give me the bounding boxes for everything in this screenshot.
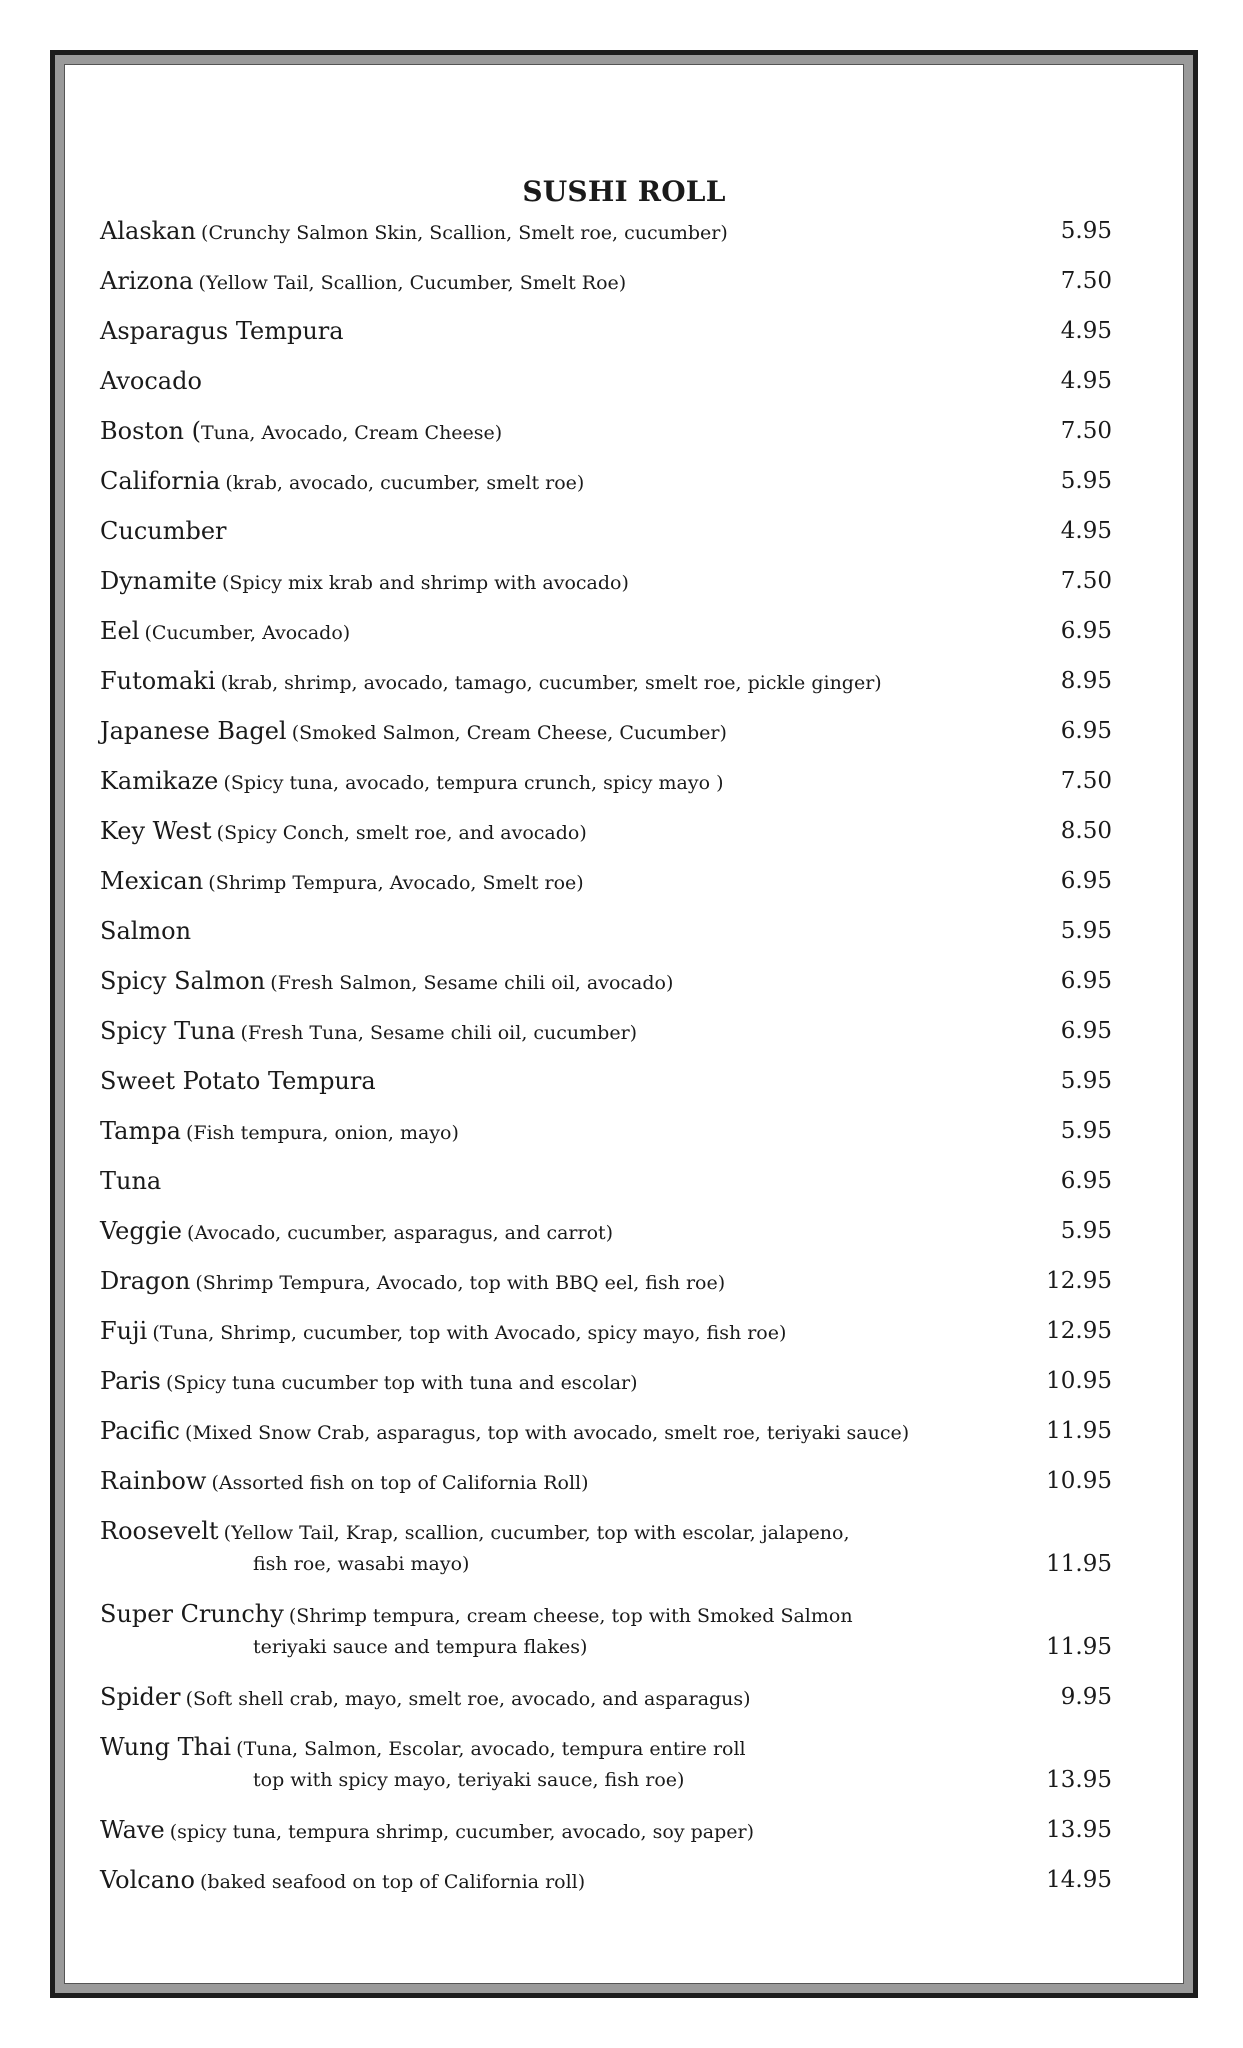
menu-item-price: 4.95 xyxy=(1060,368,1112,394)
menu-item-description: (Shrimp Tempura, Avocado, Smelt roe) xyxy=(208,872,584,894)
menu-item-description: (Fresh Salmon, Sesame chili oil, avocado) xyxy=(270,972,674,994)
menu-item xyxy=(100,1106,1112,1156)
menu-item-price: 10.95 xyxy=(1046,1468,1112,1494)
menu-item-price: 12.95 xyxy=(1046,1268,1112,1294)
menu-item-description: (Smoked Salmon, Cream Cheese, Cucumber) xyxy=(291,722,727,744)
menu-item-line xyxy=(100,856,584,909)
menu-item-description-continued: fish roe, wasabi mayo) xyxy=(253,1553,470,1575)
menu-item-line xyxy=(100,206,728,259)
menu-item-line xyxy=(100,1406,909,1459)
menu-item-name: Spicy Salmon xyxy=(100,967,266,995)
menu-item-name: Arizona xyxy=(100,267,194,295)
menu-item-price: 5.95 xyxy=(1060,468,1112,494)
menu-item-name: Alaskan xyxy=(100,217,196,245)
menu-item-line xyxy=(100,456,584,509)
menu-item-name: Tuna xyxy=(100,1167,162,1195)
menu-item-price: 5.95 xyxy=(1060,1118,1112,1144)
menu-item-description: (Yellow Tail, Krap, scallion, cucumber, top with escolar, jalapeno, xyxy=(223,1522,850,1544)
menu-item-name: Cucumber xyxy=(100,517,227,545)
menu-item-name: Wave xyxy=(100,1816,165,1844)
menu-item xyxy=(100,456,1112,506)
menu-item-price: 6.95 xyxy=(1060,618,1112,644)
menu-item-description: (baked seafood on top of California roll) xyxy=(200,1871,586,1893)
menu-item-line xyxy=(100,1156,161,1209)
menu-item-line xyxy=(100,1106,459,1159)
menu-item-name: Wung Thai xyxy=(100,1733,232,1761)
menu-item-line xyxy=(100,606,350,659)
menu-item xyxy=(100,1006,1112,1056)
menu-item-name: Veggie xyxy=(100,1217,182,1245)
menu-item xyxy=(100,1722,1112,1805)
menu-item xyxy=(100,306,1112,356)
menu-item-name: Super Crunchy xyxy=(100,1600,284,1628)
menu-item-description: (Tuna, Shrimp, cucumber, top with Avocado, spicy mayo, fish roe) xyxy=(152,1322,787,1344)
menu-item-line xyxy=(100,506,227,559)
menu-item-line xyxy=(100,806,587,859)
menu-item-price: 5.95 xyxy=(1060,1218,1112,1244)
menu-item-price: 6.95 xyxy=(1060,1168,1112,1194)
menu-item-price: 11.95 xyxy=(1046,1551,1112,1577)
menu-item-name: Avocado xyxy=(100,367,202,395)
menu-item-price: 4.95 xyxy=(1060,518,1112,544)
menu-item xyxy=(100,256,1112,306)
menu-item-price: 11.95 xyxy=(1046,1418,1112,1444)
menu-item-line xyxy=(100,1006,637,1059)
menu-item xyxy=(100,1456,1112,1506)
menu-item-description-continued: top with spicy mayo, teriyaki sauce, fish roe) xyxy=(253,1769,685,1791)
menu-item-price: 12.95 xyxy=(1046,1318,1112,1344)
menu-item-description: (krab, avocado, cucumber, smelt roe) xyxy=(225,472,585,494)
menu-item xyxy=(100,1589,1112,1672)
menu-item-description: (Fish tempura, onion, mayo) xyxy=(185,1122,459,1144)
menu-item-line xyxy=(100,1506,850,1559)
menu-item-line xyxy=(100,356,202,409)
menu-item-name: Mexican xyxy=(100,867,204,895)
menu-item-price: 7.50 xyxy=(1060,418,1112,444)
menu-item-name: California xyxy=(100,467,221,495)
menu-item-line xyxy=(100,906,191,959)
menu-item-description: (Shrimp tempura, cream cheese, top with Smoked Salmon xyxy=(288,1605,853,1627)
menu-item-description: (Yellow Tail, Scallion, Cucumber, Smelt Roe) xyxy=(198,272,627,294)
menu-item-price: 7.50 xyxy=(1060,268,1112,294)
menu-item-price: 8.95 xyxy=(1060,668,1112,694)
menu-item-line xyxy=(100,656,882,709)
menu-item-price: 5.95 xyxy=(1060,218,1112,244)
menu-item-line xyxy=(100,706,727,759)
menu-item-price: 14.95 xyxy=(1046,1867,1112,1893)
menu-item-price: 5.95 xyxy=(1060,918,1112,944)
menu-item-description: (Spicy mix krab and shrimp with avocado) xyxy=(221,572,629,594)
menu-item-name: Dragon xyxy=(100,1267,191,1295)
menu-item-price: 9.95 xyxy=(1060,1684,1112,1710)
menu-item-line xyxy=(100,1256,725,1309)
menu-item xyxy=(100,906,1112,956)
menu-item-description: (spicy tuna, tempura shrimp, cucumber, avocado, soy paper) xyxy=(169,1821,754,1843)
menu-item-price: 8.50 xyxy=(1060,818,1112,844)
menu-item-description: (Spicy tuna cucumber top with tuna and escolar) xyxy=(165,1372,638,1394)
menu-item xyxy=(100,1256,1112,1306)
menu-item-line xyxy=(100,1056,376,1109)
menu-item-name: Roosevelt xyxy=(100,1517,219,1545)
menu-item xyxy=(100,1156,1112,1206)
menu-item xyxy=(100,1855,1112,1905)
menu-item-description: (Tuna, Salmon, Escolar, avocado, tempura entire roll xyxy=(236,1738,746,1760)
menu-item-description: (Fresh Tuna, Sesame chili oil, cucumber) xyxy=(240,1022,638,1044)
menu-item-description: (Spicy tuna, avocado, tempura crunch, spicy mayo ) xyxy=(223,772,724,794)
menu-item-description: (Spicy Conch, smelt roe, and avocado) xyxy=(216,822,587,844)
menu-item-price: 11.95 xyxy=(1046,1634,1112,1660)
menu-item xyxy=(100,1506,1112,1589)
menu-item xyxy=(100,1805,1112,1855)
menu-item-name: Boston ( xyxy=(100,417,201,445)
menu-item-price: 4.95 xyxy=(1060,318,1112,344)
menu-item-line xyxy=(100,756,724,809)
menu-item xyxy=(100,1406,1112,1456)
menu-item-price: 6.95 xyxy=(1060,868,1112,894)
menu-item xyxy=(100,356,1112,406)
menu-item-name: Paris xyxy=(100,1367,161,1395)
menu-item-name: Spicy Tuna xyxy=(100,1017,236,1045)
menu-item xyxy=(100,556,1112,606)
menu-item-name: Tampa xyxy=(100,1117,181,1145)
menu-item-line xyxy=(100,406,502,459)
menu-item-price: 13.95 xyxy=(1046,1817,1112,1843)
menu-item-description: (krab, shrimp, avocado, tamago, cucumber, smelt roe, pickle ginger) xyxy=(220,672,882,694)
menu-item-price: 6.95 xyxy=(1060,968,1112,994)
menu-item-line xyxy=(100,256,626,309)
menu-item-line xyxy=(100,556,629,609)
menu-title: SUSHI ROLL xyxy=(522,175,726,208)
menu-item-price: 6.95 xyxy=(1060,1018,1112,1044)
menu-item-description: (Cucumber, Avocado) xyxy=(144,622,351,644)
menu-item-price: 10.95 xyxy=(1046,1368,1112,1394)
menu-item xyxy=(100,856,1112,906)
menu-item xyxy=(100,606,1112,656)
menu-item-line xyxy=(100,1805,754,1858)
menu-item xyxy=(100,206,1112,256)
menu-item-line xyxy=(100,1206,613,1259)
menu-item-description: (Assorted fish on top of California Roll) xyxy=(211,1472,589,1494)
menu-item xyxy=(100,1672,1112,1722)
menu-item xyxy=(100,1356,1112,1406)
menu-item-line xyxy=(100,1356,638,1409)
menu-item-name: Rainbow xyxy=(100,1467,207,1495)
menu-item-price: 7.50 xyxy=(1060,768,1112,794)
menu-item xyxy=(100,756,1112,806)
menu-item-name: Eel xyxy=(100,617,140,645)
menu-item-name: Kamikaze xyxy=(100,767,219,795)
menu-item-description: (Crunchy Salmon Skin, Scallion, Smelt roe, cucumber) xyxy=(201,222,728,244)
menu-item-name: Dynamite xyxy=(100,567,217,595)
menu-item-name: Futomaki xyxy=(100,667,216,695)
menu-item xyxy=(100,1206,1112,1256)
menu-item-price: 5.95 xyxy=(1060,1068,1112,1094)
menu-item-description: (Soft shell crab, mayo, smelt roe, avocado, and asparagus) xyxy=(185,1688,751,1710)
menu-item-list xyxy=(100,206,1112,1905)
menu-item-line xyxy=(100,306,344,359)
menu-item-line xyxy=(100,1306,786,1359)
menu-item-name: Asparagus Tempura xyxy=(100,317,344,345)
menu-item-description: Tuna, Avocado, Cream Cheese) xyxy=(200,422,503,444)
menu-item xyxy=(100,1306,1112,1356)
menu-item-name: Japanese Bagel xyxy=(100,717,287,745)
menu-item-description-continued: teriyaki sauce and tempura flakes) xyxy=(253,1636,588,1658)
menu-item-name: Volcano xyxy=(100,1866,195,1894)
menu-item-line xyxy=(100,956,673,1009)
menu-item xyxy=(100,1056,1112,1106)
menu-item-description: (Shrimp Tempura, Avocado, top with BBQ eel, fish roe) xyxy=(195,1272,726,1294)
menu-item xyxy=(100,506,1112,556)
menu-item xyxy=(100,656,1112,706)
menu-item-line xyxy=(100,1672,751,1725)
menu-item-name: Fuji xyxy=(100,1317,148,1345)
menu-item-price: 6.95 xyxy=(1060,718,1112,744)
menu-item xyxy=(100,706,1112,756)
menu-item-name: Salmon xyxy=(100,917,192,945)
menu-item-name: Sweet Potato Tempura xyxy=(100,1067,376,1095)
menu-item xyxy=(100,956,1112,1006)
menu-item-price: 7.50 xyxy=(1060,568,1112,594)
menu-item-name: Spider xyxy=(100,1683,181,1711)
menu-item-name: Pacific xyxy=(100,1417,180,1445)
menu-item xyxy=(100,806,1112,856)
menu-item-description: (Mixed Snow Crab, asparagus, top with avocado, smelt roe, teriyaki sauce) xyxy=(185,1422,910,1444)
menu-item-line xyxy=(100,1855,585,1908)
menu-item-description: (Avocado, cucumber, asparagus, and carrot) xyxy=(187,1222,614,1244)
menu-item xyxy=(100,406,1112,456)
menu-item-line xyxy=(100,1456,589,1509)
menu-item-name: Key West xyxy=(100,817,212,845)
menu-item-price: 13.95 xyxy=(1046,1767,1112,1793)
